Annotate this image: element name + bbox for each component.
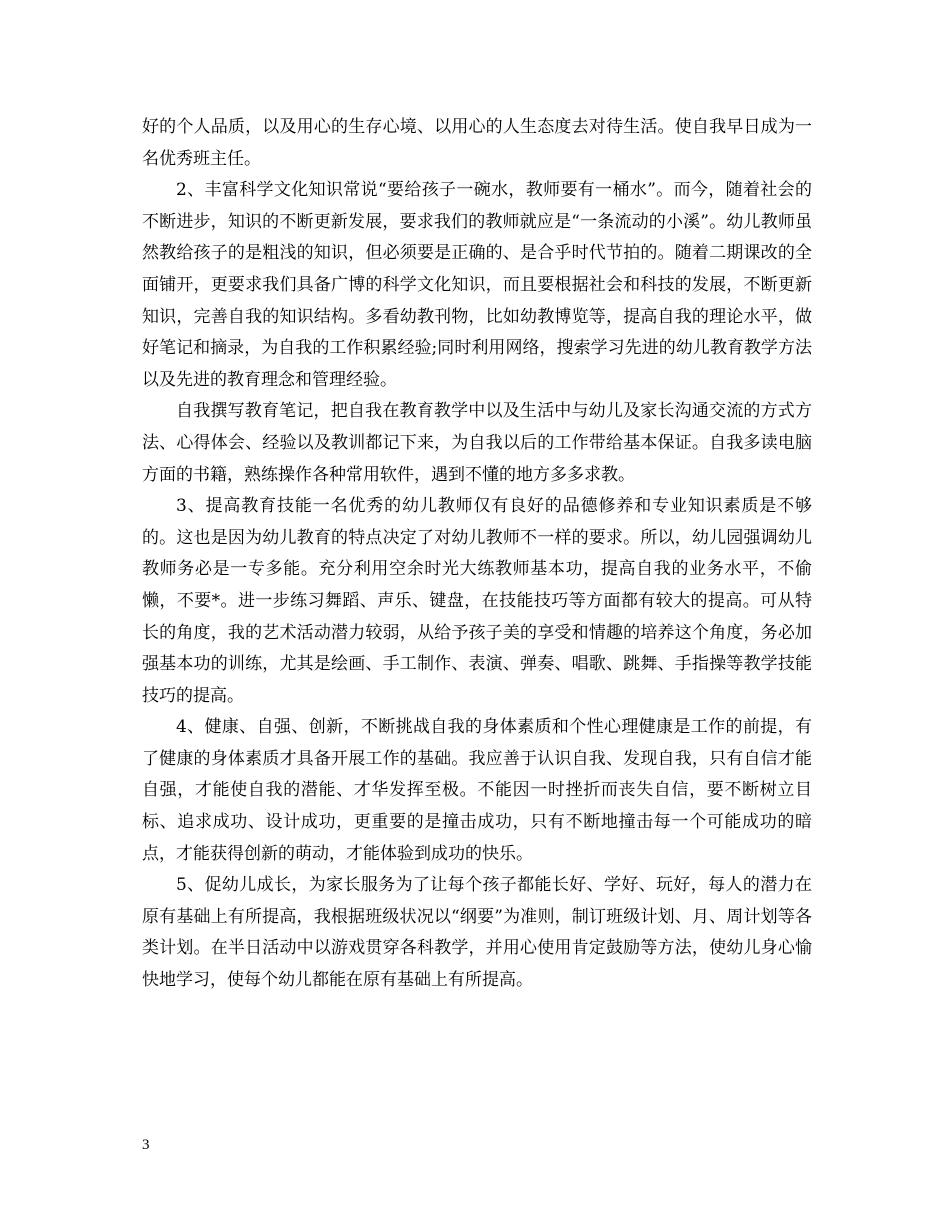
paragraph-continuation: 好的个人品质，以及用心的生存心境、以用心的人生态度去对待生活。使自我早日成为一名优秀班主任。 <box>142 117 812 169</box>
paragraph-skills: 3、提高教育技能一名优秀的幼儿教师仅有良好的品德修养和专业知识素质是不够的。这也是因为幼儿教育的特点决定了对幼儿教师不一样的要求。所以，幼儿园强调幼儿教师务必是一专多能。充分利用空余时光大练教师基本功，提高自我的业务水平，不偷懒，不要*。进一步练习舞蹈、声乐、键盘，在技能技巧等方面都有较大的提高。可从特长的角度，我的艺术活动潜力较弱，从给予孩子美的享受和情趣的培养这个角度，务必加强基本功的训练，尤其是绘画、手工制作、表演、弹奏、唱歌、跳舞、手指操等教学技能技巧的提高。 <box>142 496 812 706</box>
document-body <box>142 112 812 997</box>
paragraph-health: 4、健康、自强、创新，不断挑战自我的身体素质和个性心理健康是工作的前提，有了健康的身体素质才具备开展工作的基础。我应善于认识自我、发现自我，只有自信才能自强，才能使自我的潜能、才华发挥至极。不能因一时挫折而丧失自信，要不断树立目标、追求成功、设计成功，更重要的是撞击成功，只有不断地撞击每一个可能成功的暗点，才能获得创新的萌动，才能体验到成功的快乐。 <box>142 717 812 864</box>
paragraph-notes: 自我撰写教育笔记，把自我在教育教学中以及生活中与幼儿及家长沟通交流的方式方法、心得体会、经验以及教训都记下来，为自我以后的工作带给基本保证。自我多读电脑方面的书籍，熟练操作各种常用软件，遇到不懂的地方多多求教。 <box>142 401 812 485</box>
page-number: 3 <box>142 1137 150 1153</box>
paragraph-knowledge: 2、丰富科学文化知识常说“要给孩子一碗水，教师要有一桶水”。而今，随着社会的不断进步，知识的不断更新发展，要求我们的教师就应是“一条流动的小溪”。幼儿教师虽然教给孩子的是粗浅的知识，但必须要是正确的、是合乎时代节拍的。随着二期课改的全面铺开，更要求我们具备广博的科学文化知识，而且要根据社会和科技的发展，不断更新知识，完善自我的知识结构。多看幼教刊物，比如幼教博览等，提高自我的理论水平，做好笔记和摘录，为自我的工作积累经验;同时利用网络，搜索学习先进的幼儿教育教学方法以及先进的教育理念和管理经验。 <box>142 180 812 390</box>
paragraph-growth: 5、促幼儿成长，为家长服务为了让每个孩子都能长好、学好、玩好，每人的潜力在原有基础上有所提高，我根据班级状况以“纲要”为准则，制订班级计划、月、周计划等各类计划。在半日活动中以游戏贯穿各科教学，并用心使用肯定鼓励等方法，使幼儿身心愉快地学习，使每个幼儿都能在原有基础上有所提高。 <box>142 875 812 991</box>
